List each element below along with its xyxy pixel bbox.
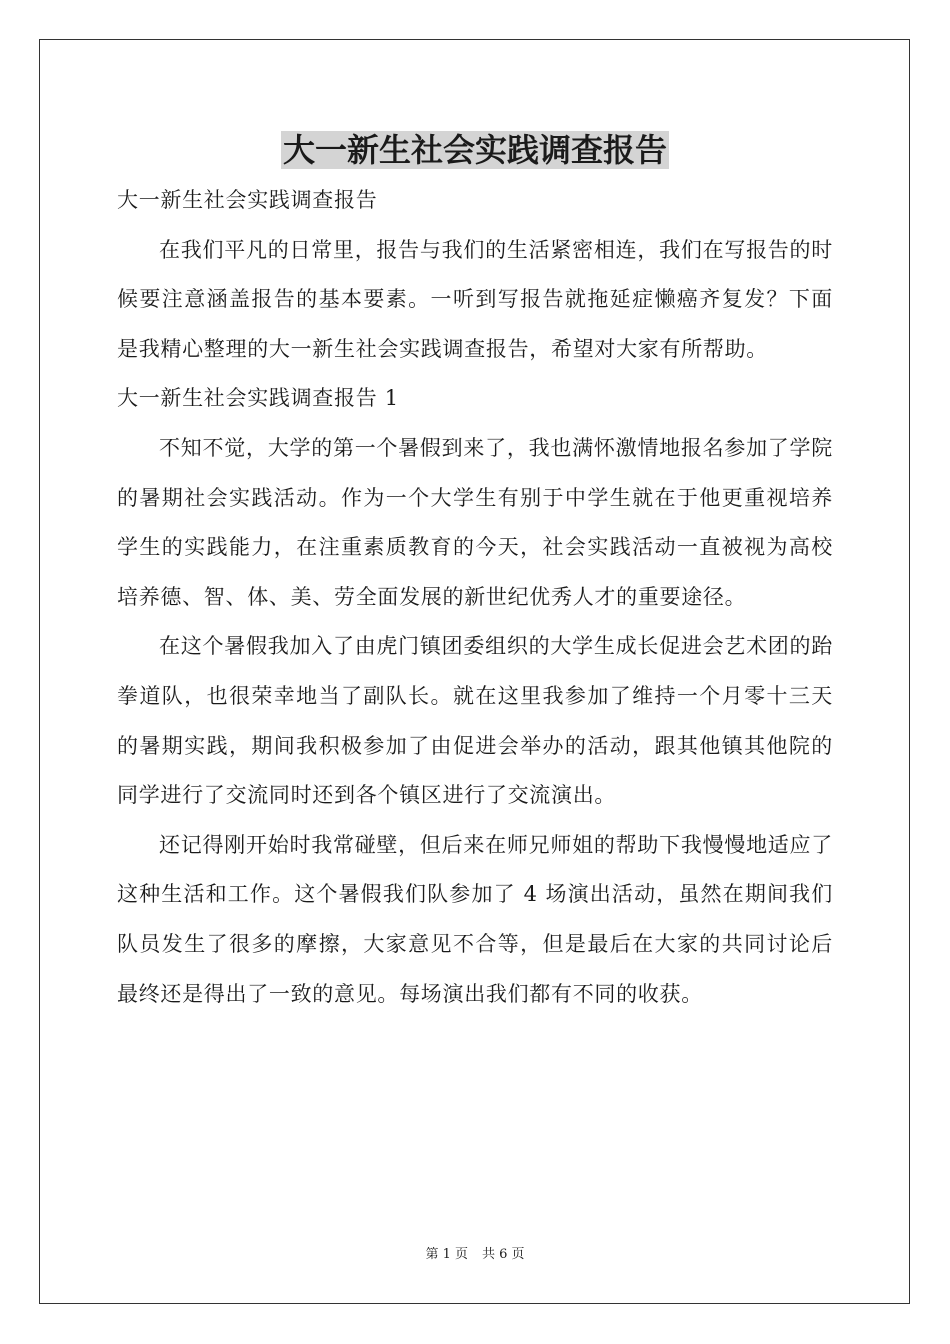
section-heading: 大一新生社会实践调查报告 1 [117,386,399,411]
body-paragraph-1: 不知不觉，大学的第一个暑假到来了，我也满怀激情地报名参加了学院的暑期社会实践活动。作为一个大学生有别于中学生就在于他更重视培养学生的实践能力，在注重素质教育的今天，社会实践活动一直被视为高校培养德、智、体、美、劳全面发展的新世纪优秀人才的重要途径。 [117,435,833,609]
document-title [0,128,950,172]
page-number: 第 1 页 [425,1247,468,1262]
document-body [117,176,833,1019]
page-total: 共 6 页 [482,1247,525,1262]
page-footer [0,1246,950,1264]
intro-paragraph: 在我们平凡的日常里，报告与我们的生活紧密相连，我们在写报告的时候要注意涵盖报告的基本要素。一听到写报告就拖延症懒癌齐复发？下面是我精心整理的大一新生社会实践调查报告，希望对大家有所帮助。 [117,237,833,361]
body-paragraph-2: 在这个暑假我加入了由虎门镇团委组织的大学生成长促进会艺术团的跆拳道队，也很荣幸地当了副队长。就在这里我参加了维持一个月零十三天的暑期实践，期间我积极参加了由促进会举办的活动，跟其他镇其他院的同学进行了交流同时还到各个镇区进行了交流演出。 [117,634,833,808]
body-paragraph-3: 还记得刚开始时我常碰壁，但后来在师兄师姐的帮助下我慢慢地适应了这种生活和工作。这个暑假我们队参加了 4 场演出活动，虽然在期间我们队员发生了很多的摩擦，大家意见不合等，但是最后在大家的共同讨论后最终还是得出了一致的意见。每场演出我们都有不同的收获。 [117,832,833,1006]
document-title-text: 大一新生社会实践调查报告 [282,131,667,169]
document-subtitle: 大一新生社会实践调查报告 [117,188,378,212]
